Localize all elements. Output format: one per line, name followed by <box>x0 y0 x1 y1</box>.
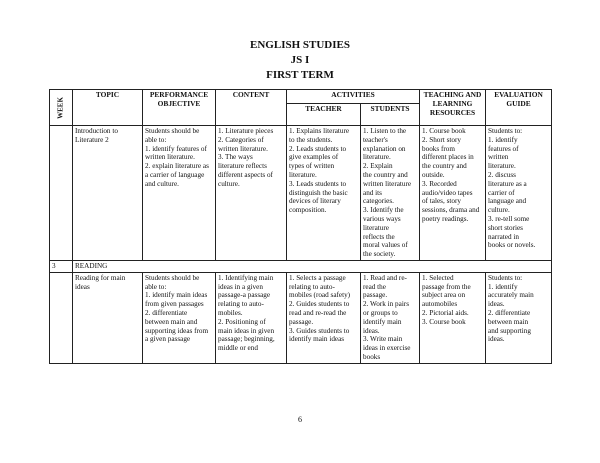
doc-term: FIRST TERM <box>266 69 334 81</box>
cell-line: 1. identify main ideas <box>145 291 208 300</box>
section-title: READING <box>73 260 552 272</box>
header-evaluation: EVALUATION GUIDE <box>486 90 552 126</box>
cell-line: explanation on <box>363 144 406 153</box>
cell-line: poetry readings. <box>422 214 469 223</box>
cell-line: passage. <box>363 291 388 300</box>
cell-line: literature. <box>488 162 516 171</box>
cell-line: literature. <box>289 170 317 179</box>
cell-line: 3. Course book <box>422 317 466 326</box>
cell-line: Students should be <box>145 273 200 282</box>
cell-line: of tales, story <box>422 197 461 206</box>
cell-line: reflects the <box>363 232 395 241</box>
cell-line: identify main ideas <box>289 335 345 344</box>
cell-line: culture. <box>218 179 240 188</box>
cell-line: read and re-read the <box>289 308 347 317</box>
teacher-cell <box>287 272 361 363</box>
cell-line: audio/video tapes <box>422 188 473 197</box>
header-performance: PERFORMANCE OBJECTIVE <box>143 90 216 126</box>
cell-line: 3. Guides students to <box>289 326 350 335</box>
cell-line: from given passages <box>145 300 204 309</box>
cell-line: and its <box>363 188 382 197</box>
cell-line: 1. Selects a passage <box>289 273 346 282</box>
cell-line: mobiles (road safety) <box>289 291 351 300</box>
cell-line: ideas <box>75 282 90 291</box>
cell-line: passage from the <box>422 282 471 291</box>
header-teacher: TEACHER <box>287 104 361 126</box>
cell-line: ideas in a given <box>218 282 263 291</box>
cell-line: Introduction to <box>75 127 118 135</box>
cell-line: language and <box>488 197 527 206</box>
cell-line: written literature. <box>218 144 268 153</box>
cell-line: 1. identify <box>488 135 518 144</box>
cell-line: 3. Write main <box>363 335 403 344</box>
cell-line: 1. Listen to the <box>363 127 407 135</box>
cell-line: and supporting <box>488 326 531 335</box>
cell-line: types of written <box>289 162 335 171</box>
cell-line: ideas. <box>488 335 505 344</box>
doc-title: ENGLISH STUDIES <box>250 39 350 51</box>
cell-line: Literature 2 <box>75 135 109 144</box>
cell-line: written <box>488 153 509 162</box>
cell-line: sessions, drama and <box>422 206 480 215</box>
content-cell <box>216 272 287 363</box>
cell-line: categories. <box>363 197 394 206</box>
cell-line: between main <box>488 317 529 326</box>
cell-line: or groups to <box>363 308 398 317</box>
cell-line: literature. <box>363 153 391 162</box>
cell-line: moral values of <box>363 241 408 250</box>
cell-line: different places in <box>422 153 474 162</box>
students-cell <box>361 272 420 363</box>
cell-line: middle or end <box>218 344 258 353</box>
header-activities: ACTIVITIES <box>287 90 420 104</box>
cell-line: Reading for main <box>75 273 126 282</box>
cell-line: and culture. <box>145 179 179 188</box>
cell-line: literature <box>363 223 389 232</box>
doc-class: JS I <box>290 54 310 66</box>
cell-line: 2. Leads students to <box>289 144 347 153</box>
page-number: 6 <box>298 415 302 424</box>
cell-line: different aspects of <box>218 170 273 179</box>
cell-line: composition. <box>289 206 327 215</box>
cell-line: Students should be <box>145 127 200 135</box>
performance-cell <box>143 272 216 363</box>
cell-line: accurately main <box>488 291 534 300</box>
cell-line: 1. Explains literature <box>289 127 350 135</box>
cell-line: main ideas in given <box>218 326 275 335</box>
cell-line: passage-a passage <box>218 291 271 300</box>
cell-line: 1. identify features of <box>145 144 207 153</box>
cell-line: subject area on <box>422 291 466 300</box>
cell-line: a carrier of language <box>145 170 205 179</box>
cell-line: passage. <box>289 317 314 326</box>
cell-line: relating to auto- <box>289 282 335 291</box>
topic-cell <box>73 126 143 261</box>
cell-line: able to: <box>145 282 167 291</box>
cell-line: 2. Explain <box>363 162 393 171</box>
table-row <box>50 126 552 261</box>
cell-line: short stories <box>488 223 523 232</box>
cell-line: 2. differentiate <box>488 308 531 317</box>
cell-line: 3. The ways <box>218 153 253 162</box>
cell-line: Students to: <box>488 127 523 135</box>
resources-cell <box>420 272 486 363</box>
cell-line: culture. <box>488 206 510 215</box>
cell-line: written literature. <box>145 153 195 162</box>
evaluation-cell <box>486 272 552 363</box>
header-resources: TEACHING AND LEARNING RESOURCES <box>420 90 486 126</box>
cell-line: written literature <box>363 179 412 188</box>
cell-line: books <box>363 352 381 361</box>
cell-line: passage; beginning, <box>218 335 275 344</box>
cell-line: ideas. <box>363 326 380 335</box>
cell-line: narrated in <box>488 232 519 241</box>
content-cell <box>216 126 287 261</box>
cell-line: 1. Selected <box>422 273 454 282</box>
resources-cell <box>420 126 486 261</box>
cell-line: 3. Leads students to <box>289 179 347 188</box>
cell-line: the country and <box>422 162 467 171</box>
cell-line: Students to: <box>488 273 523 282</box>
cell-line: identify main <box>363 317 402 326</box>
scheme-table <box>49 89 552 364</box>
week-cell <box>50 272 73 363</box>
cell-line: 2. Work in pairs <box>363 300 410 309</box>
cell-line: 2. Positioning of <box>218 317 266 326</box>
cell-line: 1. Course book <box>422 127 466 135</box>
week-number: 3 <box>50 260 73 272</box>
cell-line: literature reflects <box>218 162 267 171</box>
cell-line: supporting ideas from <box>145 326 209 335</box>
cell-line: the country and <box>363 170 408 179</box>
cell-line: 2. discuss <box>488 170 516 179</box>
table-row <box>50 272 552 363</box>
cell-line: between main and <box>145 317 198 326</box>
cell-line: 1. Read and re- <box>363 273 407 282</box>
cell-line: books from <box>422 144 455 153</box>
section-row <box>50 260 552 272</box>
cell-line: 2. Categories of <box>218 135 264 144</box>
header-week-label: WEEK <box>56 96 65 119</box>
cell-line: 2. Pictorial aids. <box>422 308 469 317</box>
cell-line: 2. Short story <box>422 135 461 144</box>
cell-line: automobiles <box>422 300 458 309</box>
performance-cell <box>143 126 216 261</box>
cell-line: literature as a <box>488 179 527 188</box>
cell-line: 3. re-tell some <box>488 214 530 223</box>
cell-line: relating to auto- <box>218 300 264 309</box>
teacher-cell <box>287 126 361 261</box>
cell-line: a given passage <box>145 335 191 344</box>
cell-line: mobiles. <box>218 308 243 317</box>
cell-line: 2. Guides students to <box>289 300 350 309</box>
evaluation-cell <box>486 126 552 261</box>
cell-line: various ways <box>363 214 401 223</box>
cell-line: distinguish the basic <box>289 188 348 197</box>
cell-line: read the <box>363 282 386 291</box>
students-cell <box>361 126 420 261</box>
cell-line: to the students. <box>289 135 333 144</box>
cell-line: 3. Recorded <box>422 179 457 188</box>
week-cell <box>50 126 73 261</box>
cell-line: 3. Identify the <box>363 206 404 215</box>
cell-line: 1. identify <box>488 282 518 291</box>
cell-line: devices of literary <box>289 197 341 206</box>
cell-line: 2. explain literature as <box>145 162 209 171</box>
header-content: CONTENT <box>216 90 287 126</box>
header-week <box>50 90 73 126</box>
header-students: STUDENTS <box>361 104 420 126</box>
topic-cell <box>73 272 143 363</box>
cell-line: the society. <box>363 250 396 259</box>
cell-line: 1. Literature pieces <box>218 127 274 135</box>
cell-line: books or novels. <box>488 241 536 250</box>
cell-line: 1. Identifying main <box>218 273 274 282</box>
cell-line: 2. differentiate <box>145 308 188 317</box>
cell-line: carrier of <box>488 188 515 197</box>
cell-line: features of <box>488 144 519 153</box>
header-topic: TOPIC <box>73 90 143 126</box>
cell-line: able to: <box>145 135 167 144</box>
cell-line: teacher's <box>363 135 388 144</box>
cell-line: ideas in exercise <box>363 344 411 353</box>
cell-line: ideas. <box>488 300 505 309</box>
cell-line: outside. <box>422 170 445 179</box>
cell-line: give examples of <box>289 153 339 162</box>
